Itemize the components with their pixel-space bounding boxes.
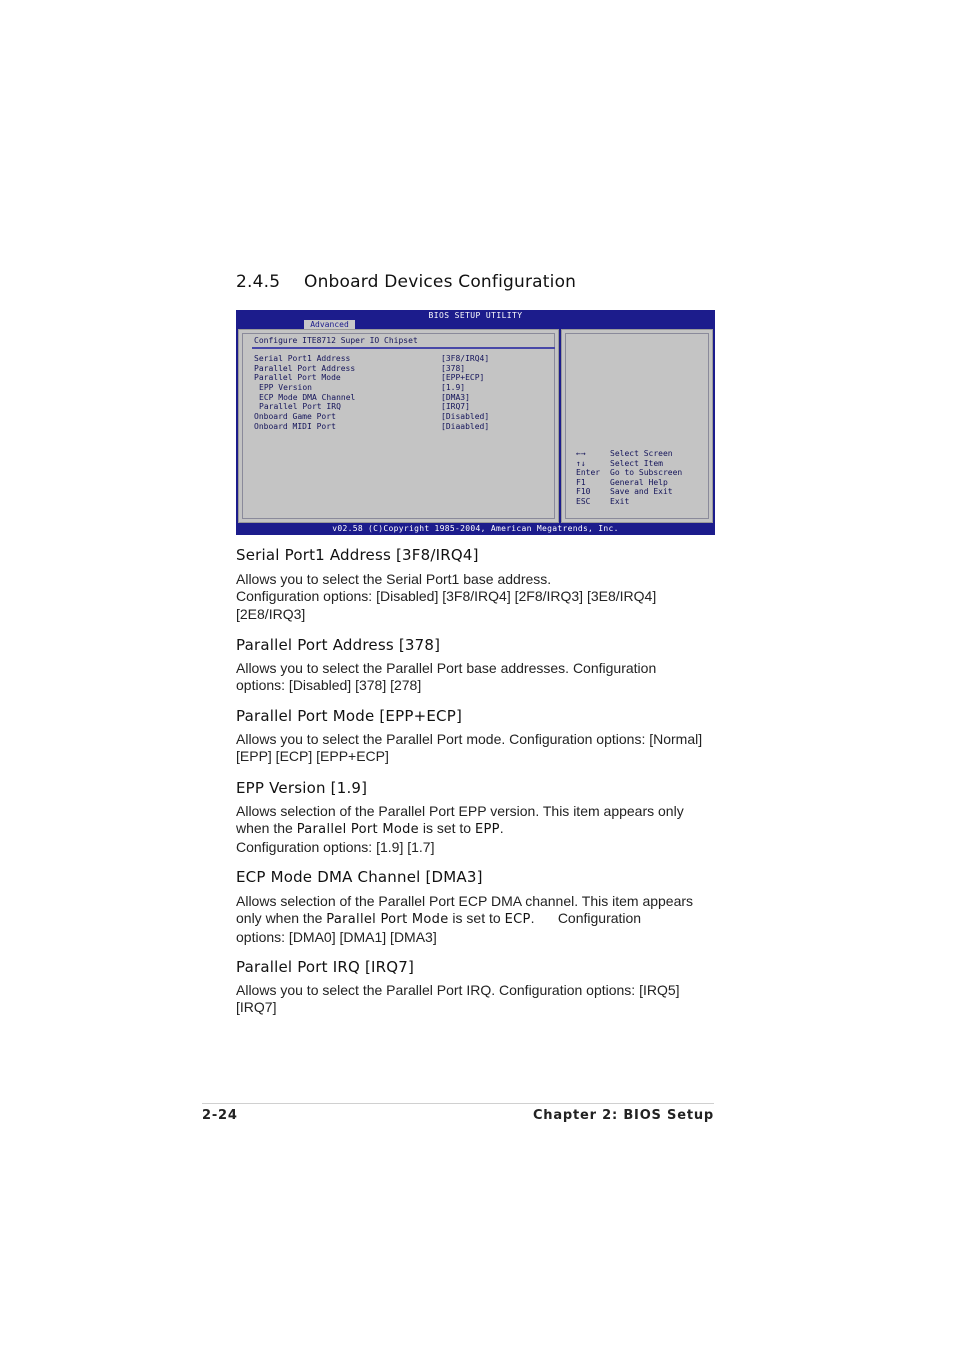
text-segment: only when the: [236, 910, 327, 927]
bios-panel-header: Configure ITE8712 Super IO Chipset: [254, 336, 418, 345]
text-line: options: [Disabled] [378] [278]: [236, 677, 422, 694]
arrow-up-down-icon: ↑↓: [576, 458, 586, 468]
help-key: [576, 459, 706, 469]
help-key-name: Enter: [576, 468, 601, 478]
bios-item-value: [1.9]: [441, 383, 466, 393]
help-key: [576, 449, 706, 459]
help-key: [576, 478, 706, 488]
text-line: Allows you to select the Serial Port1 base address.: [236, 571, 552, 587]
arrow-left-right-icon: ←→: [576, 449, 586, 458]
section-title-text: Onboard Devices Configuration: [304, 272, 577, 292]
bios-copyright: v02.58 (C)Copyright 1985-2004, American Megatrends, Inc.: [332, 524, 619, 533]
bios-item-value: [IRQ7]: [441, 402, 470, 412]
bios-screenshot: [236, 310, 715, 535]
bios-item[interactable]: [254, 422, 554, 432]
text-line: Allows you to select the Parallel Port IRQ. Configuration options: [IRQ5]: [236, 982, 680, 998]
text-segment: is set to: [448, 910, 505, 927]
bios-item-label: Parallel Port Address: [254, 363, 356, 373]
help-key-desc: Select Screen: [610, 449, 673, 458]
parallel-port-address-description: [236, 660, 716, 695]
bios-item[interactable]: [254, 393, 554, 403]
bios-item[interactable]: [254, 354, 554, 364]
text-segment: .: [499, 820, 504, 837]
parallel-port-irq-description: [236, 982, 716, 1017]
text-line: [IRQ7]: [236, 999, 277, 1016]
bios-item[interactable]: [254, 364, 554, 374]
bios-item[interactable]: [254, 373, 554, 383]
text-line: Allows selection of the Parallel Port EPP version. This item appears only: [236, 803, 684, 819]
bios-item-label: Parallel Port IRQ: [259, 402, 341, 412]
help-key-desc: Save and Exit: [610, 487, 673, 497]
text-segment: when the: [236, 820, 297, 837]
text-line: [EPP] [ECP] [EPP+ECP]: [236, 748, 389, 765]
help-key-desc: Select Item: [610, 458, 663, 468]
bios-item-value: [378]: [441, 363, 466, 373]
bios-help-keys: [576, 449, 706, 507]
text-line: Allows selection of the Parallel Port ECP DMA channel. This item appears: [236, 893, 694, 909]
parallel-port-address-heading: Parallel Port Address [378]: [236, 636, 441, 654]
footer-rule: [202, 1103, 714, 1104]
bios-item-label: Parallel Port Mode: [254, 373, 341, 383]
highlight-term: ECP: [504, 912, 531, 928]
section-number: 2.4.5: [236, 272, 281, 292]
help-key: [576, 497, 706, 507]
epp-version-heading: EPP Version [1.9]: [236, 779, 368, 797]
epp-version-description: [236, 803, 716, 856]
help-key-name: ESC: [576, 496, 591, 506]
bios-title: BIOS SETUP UTILITY: [428, 311, 523, 320]
page-number: 2-24: [202, 1108, 238, 1123]
text-line: Allows you to select the Parallel Port mode. Configuration options: [Normal]: [236, 731, 703, 747]
section-title: [236, 272, 576, 292]
text-line: [2E8/IRQ3]: [236, 605, 306, 622]
text-line: options: [DMA0] [DMA1] [DMA3]: [236, 928, 437, 945]
chapter-title: Chapter 2: BIOS Setup: [532, 1108, 714, 1123]
help-key-desc: Exit: [610, 496, 630, 506]
text-segment: . Configuration: [530, 910, 642, 927]
bios-item-value: [Diaabled]: [441, 421, 490, 431]
bios-item-list: [254, 354, 554, 432]
help-key-name: F1: [576, 477, 586, 487]
help-key: [576, 468, 706, 478]
bios-item[interactable]: [254, 412, 554, 422]
help-key: [576, 487, 706, 497]
bios-item-label: Onboard MIDI Port: [254, 421, 336, 431]
bios-item[interactable]: [254, 402, 554, 412]
text-segment: is set to: [418, 820, 475, 837]
bios-item-value: [DMA3]: [441, 392, 470, 402]
ecp-dma-heading: ECP Mode DMA Channel [DMA3]: [236, 868, 483, 886]
highlight-term: Parallel Port Mode: [296, 822, 419, 838]
parallel-port-mode-heading: Parallel Port Mode [EPP+ECP]: [236, 707, 463, 725]
bios-item-label: EPP Version: [259, 383, 312, 393]
highlight-term: EPP: [474, 822, 500, 838]
serial-port-description: [236, 571, 716, 623]
ecp-dma-description: [236, 893, 716, 946]
bios-item-value: [Disabled]: [441, 412, 490, 422]
bios-tab-advanced[interactable]: Advanced: [304, 320, 355, 329]
bios-item-label: ECP Mode DMA Channel: [259, 392, 356, 402]
bios-item[interactable]: [254, 383, 554, 393]
bios-item-value: [3F8/IRQ4]: [441, 354, 490, 363]
parallel-port-mode-description: [236, 731, 716, 766]
help-key-name: F10: [576, 487, 591, 497]
bios-item-label: Onboard Game Port: [254, 412, 336, 422]
serial-port-heading: Serial Port1 Address [3F8/IRQ4]: [236, 546, 479, 564]
highlight-term: Parallel Port Mode: [326, 912, 449, 928]
help-key-desc: Go to Subscreen: [610, 468, 683, 478]
text-line: Configuration options: [1.9] [1.7]: [236, 838, 435, 855]
text-line: Allows you to select the Parallel Port base addresses. Configuration: [236, 660, 657, 676]
help-key-desc: General Help: [610, 477, 668, 487]
text-line: Configuration options: [Disabled] [3F8/IRQ4] [2F8/IRQ3] [3E8/IRQ4]: [236, 588, 657, 605]
bios-item-label: Serial Port1 Address: [254, 354, 351, 363]
bios-divider: [252, 347, 555, 349]
bios-item-value: [EPP+ECP]: [441, 373, 485, 383]
parallel-port-irq-heading: Parallel Port IRQ [IRQ7]: [236, 958, 415, 976]
